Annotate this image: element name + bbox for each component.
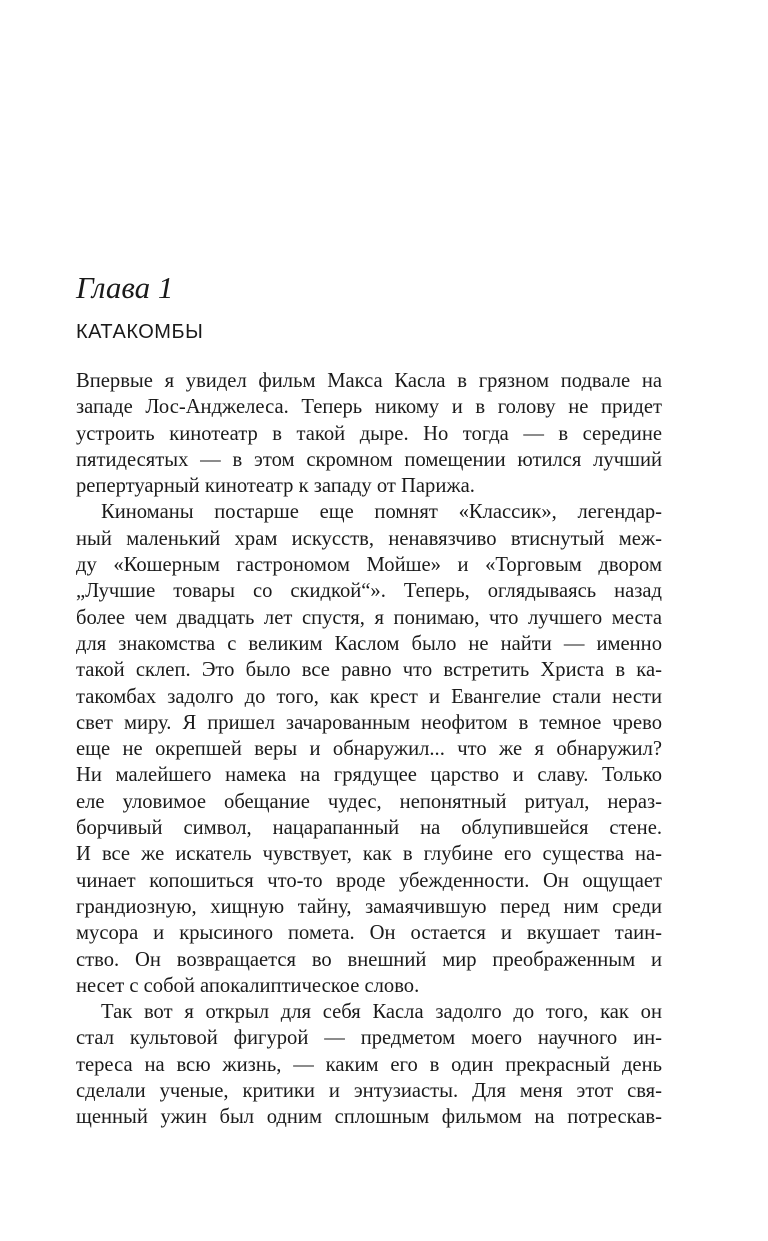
text-line: щенный ужин был одним сплошным фильмом на потрескав- xyxy=(76,1106,662,1129)
text-line: несет с собой апокалиптическое слово. xyxy=(76,974,420,997)
paragraph xyxy=(76,999,662,1130)
text-line: Так вот я открыл для себя Касла задолго до того, как он xyxy=(101,1001,662,1024)
chapter-title: Глава 1 xyxy=(76,270,174,305)
text-line: для знакомства с великим Каслом было не найти — именно xyxy=(76,632,662,655)
text-line: стал культовой фигурой — предметом моего научного ин- xyxy=(76,1027,662,1050)
text-line: ный маленький храм искусств, ненавязчиво втиснутый меж- xyxy=(76,527,662,550)
text-line: Киноманы постарше еще помнят «Классик», легендар- xyxy=(101,501,662,524)
text-line: борчивый символ, нацарапанный на облупившейся стене. xyxy=(76,817,662,840)
text-line: грандиозную, хищную тайну, замаячившую перед ним среди xyxy=(76,895,662,918)
text-line: мусора и крысиного помета. Он остается и вкушает таин- xyxy=(76,922,662,945)
text-line: такомбах задолго до того, как крест и Евангелие стали нести xyxy=(76,685,662,708)
text-line: более чем двадцать лет спустя, я понимаю, что лучшего места xyxy=(76,606,662,629)
paragraph xyxy=(76,368,662,499)
text-line: тереса на всю жизнь, — каким его в один прекрасный день xyxy=(76,1053,662,1076)
text-line: еще не окрепшей веры и обнаружил... что же я обнаружил? xyxy=(76,738,662,761)
text-line: Впервые я увидел фильм Макса Касла в грязном подвале на xyxy=(76,370,662,392)
text-line: чинает копошиться что-то вроде убежденности. Он ощущает xyxy=(76,869,662,892)
text-line: ство. Он возвращается во внешний мир преображенным и xyxy=(76,948,662,971)
text-line: И все же искатель чувствует, как в глубине его существа на- xyxy=(76,843,662,866)
text-line: пятидесятых — в этом скромном помещении ютился лучший xyxy=(76,448,662,471)
text-line: репертуарный кинотеатр к западу от Парижа. xyxy=(76,475,475,498)
chapter-body xyxy=(76,368,662,1131)
paragraph xyxy=(76,499,662,999)
text-line: свет миру. Я пришел зачарованным неофитом в темное чрево xyxy=(76,711,662,734)
text-line: „Лучшие товары со скидкой“». Теперь, оглядываясь назад xyxy=(76,580,662,603)
text-line: еле уловимое обещание чудес, непонятный ритуал, нераз- xyxy=(76,790,662,813)
text-line: ду «Кошерным гастрономом Мойше» и «Торговым двором xyxy=(76,554,662,577)
chapter-subtitle: КАТАКОМБЫ xyxy=(76,321,204,343)
text-line: такой склеп. Это было все равно что встретить Христа в ка- xyxy=(76,659,662,682)
text-line: устроить кинотеатр в такой дыре. Но тогда — в середине xyxy=(76,422,662,445)
book-page xyxy=(76,268,662,1131)
text-line: Ни малейшего намека на грядущее царство и славу. Только xyxy=(76,764,662,787)
text-line: сделали ученые, критики и энтузиасты. Для меня этот свя- xyxy=(76,1080,662,1103)
text-line: западе Лос-Анджелеса. Теперь никому и в голову не придет xyxy=(76,396,662,419)
